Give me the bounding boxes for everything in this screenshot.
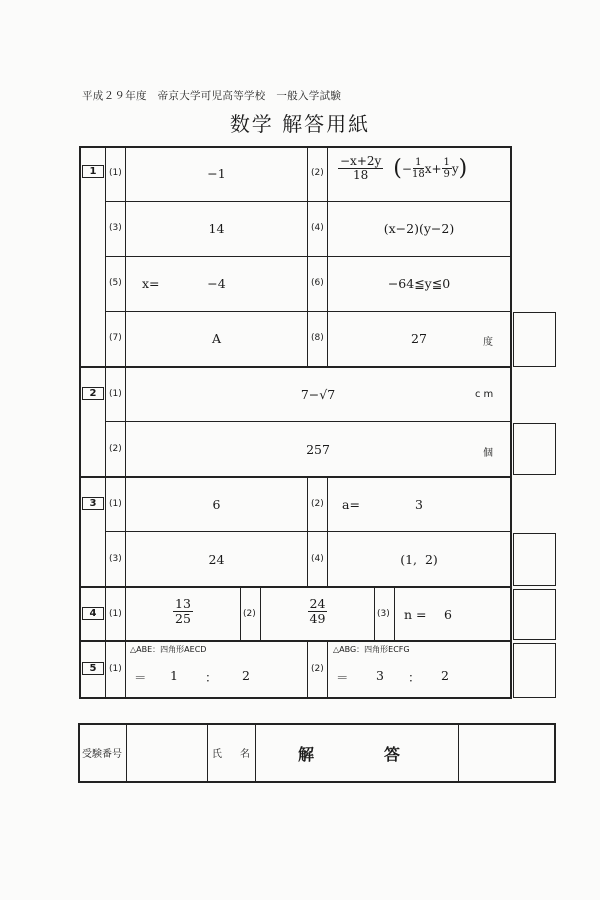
q3-2-number: (2): [311, 499, 324, 509]
q1-7-number: (7): [109, 333, 122, 343]
q1-2-number: (2): [311, 168, 324, 178]
q1-1-answer: −1: [207, 166, 226, 181]
score-box-1[interactable]: [513, 312, 556, 367]
q1-5-prefix: x=: [142, 276, 160, 291]
q4-3-prefix: n =: [404, 607, 427, 622]
q2-2-answer: 257: [306, 442, 330, 457]
score-total-box[interactable]: [460, 726, 550, 778]
q1-1-number: (1): [109, 168, 122, 178]
section-1-label: 1: [82, 165, 104, 178]
q3-1-answer: 6: [212, 497, 221, 512]
score-box-3[interactable]: [513, 533, 556, 586]
q3-2-prefix: a=: [342, 497, 360, 512]
section-2-label: 2: [82, 387, 104, 400]
q2-2-number: (2): [109, 444, 122, 454]
q5-1-colon: ：: [205, 670, 218, 685]
q3-4-number: (4): [311, 554, 324, 564]
q4-2-answer: $\frac{24}{49}$: [309, 596, 326, 626]
q5-2-number: (2): [311, 664, 324, 674]
name-label-1: 氏: [212, 749, 222, 760]
q5-1-caption: △ABE：四角形AECD: [130, 645, 207, 654]
score-box-2[interactable]: [513, 423, 556, 475]
q2-1-unit: cm: [475, 389, 497, 400]
answer-word-1: 解: [298, 745, 315, 764]
answer-word-2: 答: [384, 745, 401, 764]
q4-2-number: (2): [243, 609, 256, 619]
q1-8-number: (8): [311, 333, 324, 343]
q5-1-left: 1: [170, 668, 178, 683]
q1-5-number: (5): [109, 278, 122, 288]
q3-3-number: (3): [109, 554, 122, 564]
name-label-2: 名: [240, 749, 250, 760]
q1-3-number: (3): [109, 223, 122, 233]
section-3-label: 3: [82, 497, 104, 510]
q1-7-answer: A: [211, 331, 222, 346]
q4-3-answer: 6: [444, 607, 452, 622]
q5-2-caption: △ABG：四角形ECFG: [333, 645, 410, 654]
q3-1-number: (1): [109, 499, 122, 509]
q1-8-answer: 27: [411, 331, 427, 346]
score-box-4[interactable]: [513, 589, 556, 640]
q1-4-answer: (x−2)(y−2): [383, 221, 455, 236]
q1-8-unit: 度: [483, 337, 493, 348]
q3-3-answer: 24: [208, 552, 225, 567]
q1-4-number: (4): [311, 223, 324, 233]
q3-2-answer: 3: [415, 497, 423, 512]
q1-2-answer: $\frac{-x+2y}{18}$ ( − $\frac{1}{18}$ x+ $\frac{1}{9}$ y ): [340, 154, 468, 182]
q5-2-left: 3: [376, 668, 384, 683]
q4-3-number: (3): [377, 609, 390, 619]
q1-3-answer: 14: [208, 221, 225, 236]
q4-1-number: (1): [109, 609, 122, 619]
q2-1-number: (1): [109, 389, 122, 399]
q5-1-number: (1): [109, 664, 122, 674]
q1-5-answer: −4: [207, 276, 226, 291]
exam-number-label: 受験番号: [82, 749, 122, 760]
header-school-line: 平成２９年度 帝京大学可児高等学校 一般入学試験: [82, 90, 342, 102]
exam-number-field[interactable]: [128, 726, 206, 778]
q1-2-main-fraction: $\frac{-x+2y}{18}$: [340, 154, 382, 182]
q5-2-colon: ：: [408, 670, 421, 685]
page-title: 数学 解答用紙: [229, 112, 371, 136]
q2-2-unit: 個: [483, 448, 493, 459]
section-5-label: 5: [82, 662, 104, 675]
q1-6-answer: −64≦y≦0: [387, 276, 451, 291]
q5-1-right: 2: [242, 668, 250, 683]
q5-2-equals: ＝: [336, 670, 349, 685]
q4-1-answer: $\frac{13}{25}$: [175, 596, 191, 626]
section-4-label: 4: [82, 607, 104, 620]
q5-2-right: 2: [441, 668, 449, 683]
q1-6-number: (6): [311, 278, 324, 288]
score-box-5[interactable]: [513, 643, 556, 698]
q3-4-answer: (1, 2): [400, 552, 438, 567]
q2-1-answer: 7−√7: [300, 387, 336, 402]
q5-1-equals: ＝: [134, 670, 147, 685]
